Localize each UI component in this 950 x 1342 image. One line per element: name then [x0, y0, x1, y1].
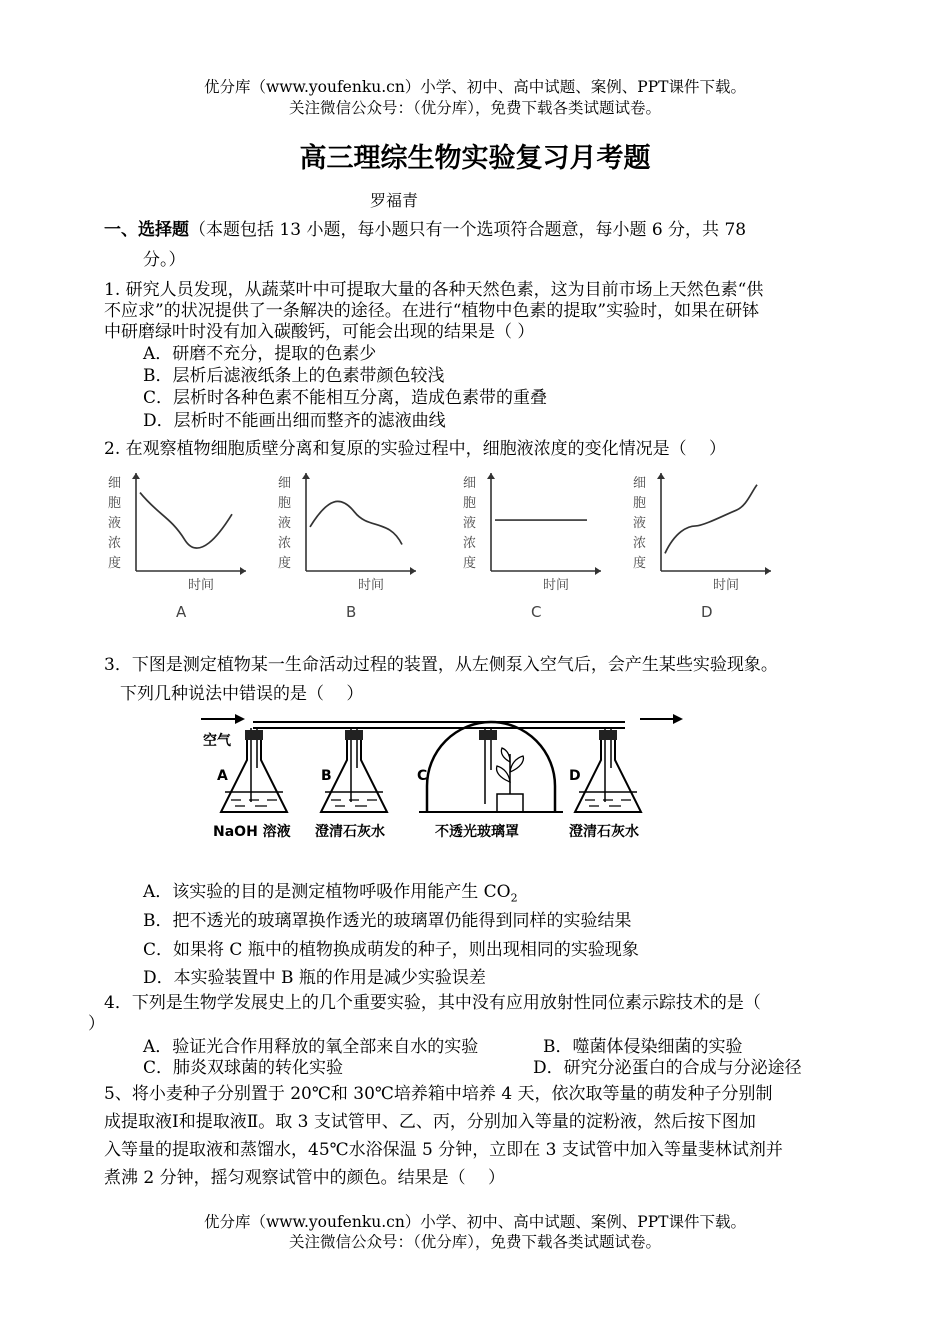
graph-b-y-label-char: 细	[278, 476, 292, 491]
graph-a-curve	[140, 493, 232, 548]
graph-a-y-label-char: 胞	[108, 496, 122, 511]
q5-line-4: 煮沸 2 分钟，摇匀观察试管中的颜色。结果是（ ）	[104, 1168, 506, 1188]
graph-c-letter: C	[531, 603, 542, 621]
graph-c-x-arrow	[595, 567, 601, 575]
q3-option-b: B．把不透光的玻璃罩换作透光的玻璃罩仍能得到同样的实验结果	[143, 911, 632, 931]
graph-b-curve	[310, 501, 402, 544]
q4-option-c: C．肺炎双球菌的转化实验	[143, 1058, 344, 1078]
q1-option-c: C．层析时各种色素不能相互分离，造成色素带的重叠	[143, 388, 548, 408]
graph-d-y-label-char: 细	[633, 476, 647, 491]
graph-d-y-label-char: 胞	[633, 496, 647, 511]
graph-a-letter: A	[176, 603, 187, 621]
graph-a-y-label-char: 细	[108, 476, 122, 491]
q4-option-d: D．研究分泌蛋白的合成与分泌途径	[533, 1058, 802, 1078]
graph-b-y-label-char: 浓	[278, 536, 292, 551]
outlet-arrow-head	[673, 714, 683, 724]
q1-option-d: D．层析时不能画出细而整齐的滤液曲线	[143, 411, 446, 431]
footer-line-2: 关注微信公众号：（优分库），免费下载各类试题试卷。	[288, 1233, 661, 1251]
q2-stem: 2. 在观察植物细胞质壁分离和复原的实验过程中，细胞液浓度的变化情况是（ ）	[104, 439, 727, 459]
q3-apparatus-figure	[195, 708, 695, 848]
flask-a-caption: NaOH 溶液	[213, 824, 291, 840]
bell-jar-c-caption: 不透光玻璃罩	[435, 824, 519, 840]
q3-line-2: 下列几种说法中错误的是（ ）	[120, 684, 364, 704]
graph-a-x-arrow	[240, 567, 246, 575]
air-label: 空气	[203, 733, 231, 749]
q5-line-1: 5、将小麦种子分别置于 20℃和 30℃培养箱中培养 4 天，依次取等量的萌发种子分别制	[104, 1084, 773, 1104]
graph-a-y-label-char: 浓	[108, 536, 122, 551]
q3-option-d: D．本实验装置中 B 瓶的作用是减少实验误差	[143, 968, 486, 988]
author: 罗福青	[370, 191, 419, 210]
q1-line-2: 不应求”的状况提供了一条解决的途径。在进行“植物中色素的提取”实验时，如果在研钵	[104, 301, 760, 321]
page-title: 高三理综生物实验复习月考题	[299, 143, 651, 174]
bell-jar-c-letter: C	[417, 768, 428, 784]
q1-option-a: A．研磨不充分，提取的色素少	[143, 344, 377, 364]
flask-d-letter: D	[569, 768, 581, 784]
graph-b-letter: B	[346, 603, 357, 621]
q3-option-c: C．如果将 C 瓶中的植物换成萌发的种子，则出现相同的实验现象	[143, 940, 639, 960]
q4-line-2: ）	[88, 1014, 105, 1034]
graph-c-y-label-char: 液	[463, 516, 477, 531]
q3-line-1: 3．下图是测定植物某一生命活动过程的装置，从左侧泵入空气后，会产生某些实验现象。	[104, 655, 778, 675]
graph-d-curve	[665, 485, 757, 554]
graph-a-x-label: 时间	[188, 578, 215, 593]
q3-option-a	[143, 880, 518, 910]
flask-d	[575, 728, 641, 812]
graph-a-y-label-char: 度	[108, 556, 122, 571]
section-heading-row	[104, 218, 849, 242]
section-description-cont: 分。）	[143, 250, 186, 270]
graph-c-y-label-char: 细	[463, 476, 477, 491]
graph-b-y-label-char: 胞	[278, 496, 292, 511]
section-description: （本题包括 13 小题，每小题只有一个选项符合题意，每小题 6 分，共 78	[189, 220, 747, 240]
graph-d-x-label: 时间	[713, 578, 740, 593]
q4-option-b: B．噬菌体侵染细菌的实验	[543, 1037, 743, 1057]
flask-b-letter: B	[321, 768, 332, 784]
q5-line-2: 成提取液Ⅰ和提取液Ⅱ。取 3 支试管甲、乙、丙，分别加入等量的淀粉液，然后按下图加	[104, 1112, 756, 1132]
section-heading: 一、选择题	[104, 220, 189, 240]
flask-d-caption: 澄清石灰水	[569, 824, 639, 840]
graph-b-x-arrow	[410, 567, 416, 575]
q3-option-a-text: A．该实验的目的是测定植物呼吸作用能产生 CO	[143, 882, 511, 902]
footer-line-1: 优分库（www.youfenku.cn）小学、初中、高中试题、案例、PPT课件下载。	[203, 1213, 747, 1231]
bell-jar-c	[419, 722, 563, 812]
inlet-arrow-head	[235, 714, 245, 724]
flask-b-caption: 澄清石灰水	[315, 824, 385, 840]
graph-b-y-label-char: 度	[278, 556, 292, 571]
q1-option-b: B．层析后滤液纸条上的色素带颜色较浅	[143, 366, 445, 386]
q4-option-a: A．验证光合作用释放的氧全部来自水的实验	[143, 1037, 479, 1057]
graph-d-letter: D	[701, 603, 713, 621]
graph-b-y-arrow	[302, 473, 310, 479]
graph-b-y-label-char: 液	[278, 516, 292, 531]
graph-d-x-arrow	[765, 567, 771, 575]
graph-c-y-arrow	[487, 473, 495, 479]
q3-option-a-sub: 2	[510, 891, 518, 905]
graph-c-y-label-char: 胞	[463, 496, 477, 511]
header-line-2: 关注微信公众号：（优分库），免费下载各类试题试卷。	[288, 99, 661, 117]
q5-line-3: 入等量的提取液和蒸馏水，45℃水浴保温 5 分钟，立即在 3 支试管中加入等量斐林试剂并	[104, 1140, 783, 1160]
q2-graphs	[100, 465, 820, 625]
graph-d-y-label-char: 液	[633, 516, 647, 531]
graph-c-y-label-char: 度	[463, 556, 477, 571]
graph-d-y-label-char: 浓	[633, 536, 647, 551]
graph-c-x-label: 时间	[543, 578, 570, 593]
graph-b-x-label: 时间	[358, 578, 385, 593]
q1-line-3: 中研磨绿叶时没有加入碳酸钙，可能会出现的结果是（ ）	[104, 322, 535, 342]
flask-a-letter: A	[217, 768, 228, 784]
graph-d-y-label-char: 度	[633, 556, 647, 571]
q4-line-1: 4．下列是生物学发展史上的几个重要实验，其中没有应用放射性同位素示踪技术的是（	[104, 993, 761, 1013]
q1-line-1: 1. 研究人员发现，从蔬菜叶中可提取大量的各种天然色素，这为目前市场上天然色素“供	[104, 280, 764, 300]
graph-c-y-label-char: 浓	[463, 536, 477, 551]
graph-a-y-arrow	[132, 473, 140, 479]
header-line-1: 优分库（www.youfenku.cn）小学、初中、高中试题、案例、PPT课件下载。	[203, 78, 747, 96]
graph-a-y-label-char: 液	[108, 516, 122, 531]
graph-d-y-arrow	[657, 473, 665, 479]
